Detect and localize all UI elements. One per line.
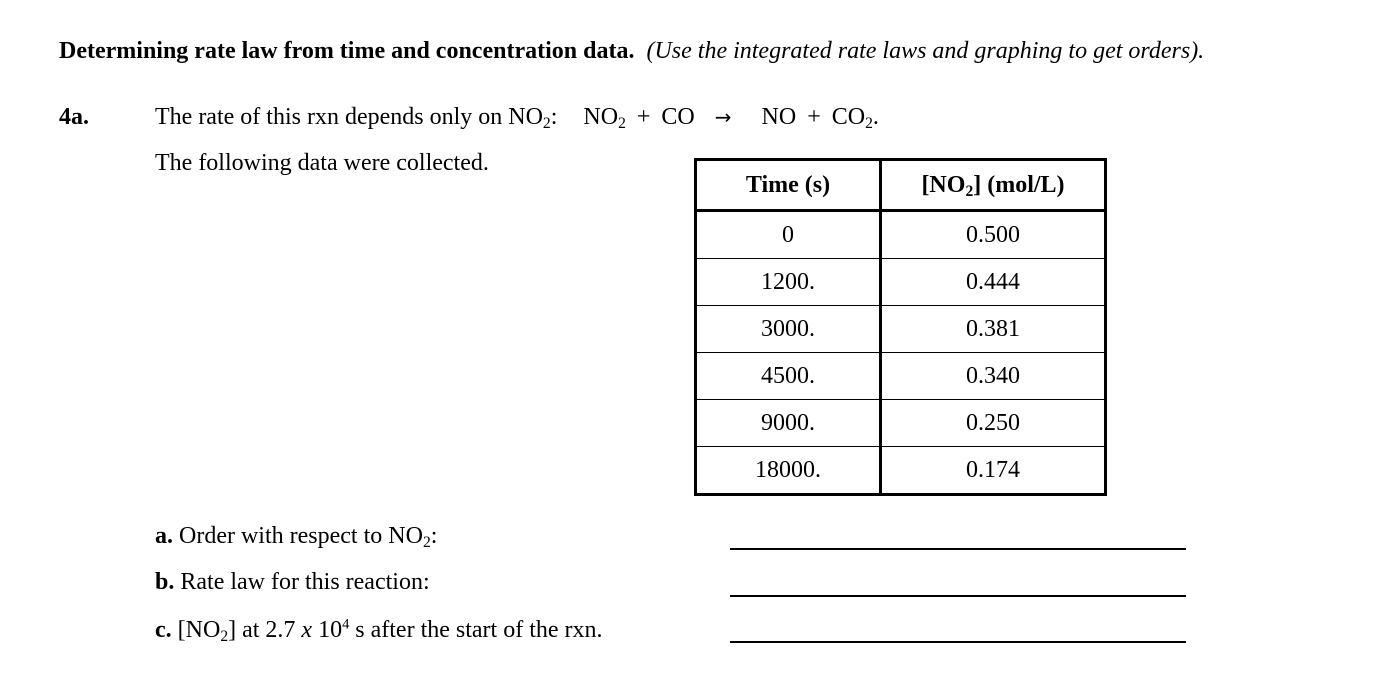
part-c-times: x [301, 617, 313, 643]
header-time: Time (s) [696, 160, 881, 211]
answer-line-a[interactable] [730, 548, 1186, 550]
conc-cell: 0.250 [881, 400, 1106, 447]
answer-line-b[interactable] [730, 595, 1186, 597]
part-a-end: : [430, 523, 438, 549]
answer-line-c[interactable] [730, 641, 1186, 643]
intro-text: The rate of this rxn depends only on NO [155, 104, 543, 130]
table-header-row [696, 160, 1106, 211]
conc-cell: 0.340 [881, 353, 1106, 400]
part-c-mid: ] at 2.7 [228, 617, 296, 643]
reaction-arrow: → [714, 105, 732, 129]
part-c-exponent: 4 [342, 616, 350, 633]
time-cell: 4500. [696, 353, 881, 400]
product-2-subscript: 2 [865, 114, 873, 132]
question-number: 4a. [59, 104, 89, 130]
conc-cell: 0.444 [881, 259, 1106, 306]
intro-subscript: 2 [542, 114, 551, 132]
part-a-text: Order with respect to NO [179, 523, 423, 549]
time-cell: 9000. [696, 400, 881, 447]
part-a-label: a. [155, 523, 173, 549]
product-1: NO [761, 104, 797, 130]
reaction-equation [583, 104, 878, 130]
part-a-subscript: 2 [422, 533, 431, 551]
question-intro [155, 104, 879, 131]
reactant-1: NO [583, 104, 619, 130]
time-cell: 3000. [696, 306, 881, 353]
conc-cell: 0.381 [881, 306, 1106, 353]
table-row [696, 211, 1106, 259]
part-a-question [155, 523, 437, 550]
data-table [694, 158, 1107, 496]
heading-italic: (Use the integrated rate laws and graphing to get orders). [646, 38, 1205, 64]
part-c-subscript: 2 [220, 627, 229, 645]
heading-bold: Determining rate law from time and concentration data. [59, 38, 635, 64]
table-row [696, 306, 1106, 353]
table-row [696, 353, 1106, 400]
part-c-question [155, 617, 603, 644]
part-b-question [155, 569, 430, 596]
conc-cell: 0.500 [881, 211, 1106, 259]
plus-sign-1: + [636, 104, 651, 130]
product-2: CO [831, 104, 866, 130]
table-row [696, 447, 1106, 495]
table-row [696, 259, 1106, 306]
header-conc-subscript: 2 [965, 182, 974, 200]
intro-colon: : [550, 104, 558, 130]
part-b-text: Rate law for this reaction: [180, 569, 430, 595]
conc-cell: 0.174 [881, 447, 1106, 495]
reactant-2: CO [661, 104, 695, 130]
time-cell: 0 [696, 211, 881, 259]
part-c-pre: [NO [177, 617, 221, 643]
part-b-label: b. [155, 569, 175, 595]
reactant-1-subscript: 2 [618, 114, 626, 132]
time-cell: 18000. [696, 447, 881, 495]
reaction-end: . [872, 104, 879, 130]
data-collected-text: The following data were collected. [155, 150, 489, 176]
part-c-post: s after the start of the rxn. [355, 617, 603, 643]
part-c-label: c. [155, 617, 172, 643]
part-c-base: 10 [318, 617, 343, 643]
plus-sign-2: + [807, 104, 821, 130]
section-heading [59, 38, 1204, 65]
header-conc-post: ] (mol/L) [973, 171, 1065, 198]
table-row [696, 400, 1106, 447]
header-concentration [881, 160, 1106, 211]
time-cell: 1200. [696, 259, 881, 306]
header-conc-pre: [NO [921, 171, 966, 198]
